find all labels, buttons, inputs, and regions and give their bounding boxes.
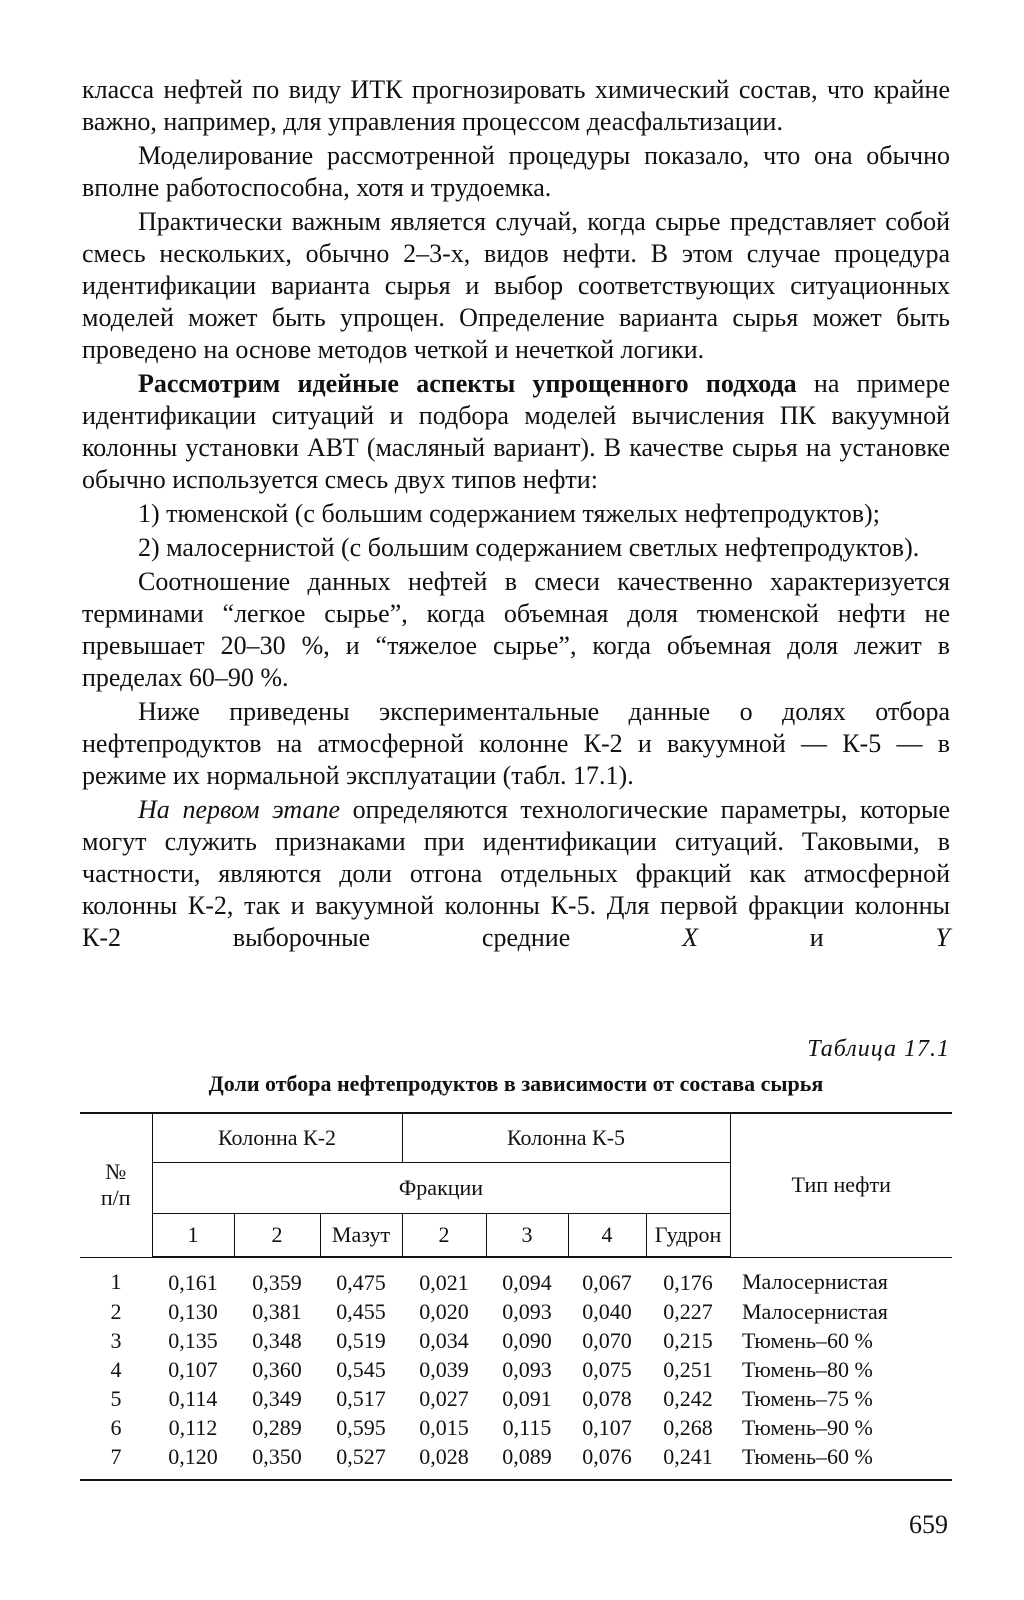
paragraph-4-text: на примере идентификации ситуаций и подбора моделей вычисления ПК вакуумной колонны установки АВТ (масляный вариант). В качестве сырья на установке обычно используется смесь двух типов нефти: — [82, 369, 950, 494]
table-cell: 0,114 — [168, 1385, 218, 1411]
table-row — [80, 1413, 952, 1442]
page-number: 659 — [909, 1510, 948, 1539]
paragraph-7 — [82, 794, 950, 954]
table-row — [80, 1384, 952, 1413]
table-cell: 0,093 — [502, 1356, 552, 1382]
table-cell: 0,595 — [336, 1414, 386, 1440]
table-cell: 0,090 — [502, 1327, 552, 1353]
table-cell: 0,227 — [663, 1298, 713, 1324]
table-cell: 0,176 — [663, 1269, 713, 1295]
header-column-k2: Колонна К-2 — [152, 1113, 402, 1163]
header-sub-k2-mazut: Мазут — [320, 1214, 402, 1258]
paragraph-7-text: определяются технологические параметры, которые могут служить признаками при идентификации ситуаций. Таковыми, в частности, являются доли отгона отдельных фракций как атмосферной колонны К-2, так и вакуумной колонны К-5. Для первой фракции колонны К-2 выборочные средние — [82, 795, 950, 952]
table-cell: 0,093 — [502, 1298, 552, 1324]
paragraph-6: Ниже приведены экспериментальные данные о долях отбора нефтепродуктов на атмосферной колонне К-2 и вакуумной — К-5 — в режиме их нормальной эксплуатации (табл. 17.1). — [82, 697, 950, 790]
paragraph-2: Моделирование рассмотренной процедуры показало, что она обычно вполне работоспособна, хотя и трудоемка. — [82, 141, 950, 202]
table-cell: 0,089 — [486, 1442, 568, 1480]
oil-type-cell: Тюмень–60 % — [730, 1442, 952, 1480]
row-number: 1 — [110, 1269, 122, 1295]
paragraph-5: Соотношение данных нефтей в смеси качественно характеризуется терминами “легкое сырье”, когда объемная доля тюменской нефти не превышает 20–30 %, и “тяжелое сырье”, когда объемная доля лежит в пределах 60–90 %. — [82, 567, 950, 692]
oil-type-cell: Тюмень–80 % — [742, 1356, 873, 1382]
table-cell: 0,527 — [320, 1442, 402, 1480]
table-cell: 0,348 — [252, 1327, 302, 1353]
table-cell: 0,517 — [336, 1385, 386, 1411]
header-number: № п/п — [80, 1113, 152, 1257]
table-cell: 0,251 — [663, 1356, 713, 1382]
list-item-1: 1) тюменской (с большим содержанием тяжелых нефтепродуктов); — [138, 499, 880, 528]
header-sub-k5-gudron: Гудрон — [646, 1214, 730, 1258]
table-body — [80, 1257, 952, 1480]
table-cell: 0,027 — [419, 1385, 469, 1411]
variable-y: Y — [935, 923, 950, 952]
table-cell: 0,455 — [336, 1298, 386, 1324]
paragraph-7-and: и — [697, 923, 936, 952]
table-row — [80, 1326, 952, 1355]
table-cell: 0,075 — [582, 1356, 632, 1382]
table-cell: 0,268 — [663, 1414, 713, 1440]
oil-type-cell: Малосернистая — [742, 1269, 888, 1295]
row-number: 7 — [80, 1442, 152, 1480]
table-cell: 0,070 — [582, 1327, 632, 1353]
table-cell: 0,076 — [568, 1442, 646, 1480]
table-cell: 0,289 — [252, 1414, 302, 1440]
table-title: Доли отбора нефтепродуктов в зависимости от состава сырья — [208, 1071, 824, 1096]
table-cell: 0,519 — [336, 1327, 386, 1353]
table-cell: 0,359 — [252, 1269, 302, 1295]
table-cell: 0,115 — [502, 1414, 552, 1440]
table-cell: 0,381 — [252, 1298, 302, 1324]
table-cell: 0,034 — [419, 1327, 469, 1353]
header-sub-k5-4: 4 — [568, 1214, 646, 1258]
table-row — [80, 1355, 952, 1384]
table-cell: 0,020 — [419, 1298, 469, 1324]
table-cell: 0,078 — [582, 1385, 632, 1411]
row-number: 5 — [110, 1385, 122, 1411]
paragraph-4 — [82, 368, 950, 496]
variable-x: X — [682, 923, 698, 952]
table-cell: 0,107 — [168, 1356, 218, 1382]
table-row — [80, 1442, 952, 1480]
oil-type-cell: Тюмень–75 % — [742, 1385, 873, 1411]
table-cell: 0,242 — [663, 1385, 713, 1411]
header-sub-k5-3: 3 — [486, 1214, 568, 1258]
table-cell: 0,161 — [168, 1269, 218, 1295]
paragraph-4-bold: Рассмотрим идейные аспекты упрощенного подхода — [138, 369, 797, 398]
header-fractions: Фракции — [152, 1163, 730, 1214]
page-body — [82, 74, 950, 954]
table-cell: 0,067 — [582, 1269, 632, 1295]
table-cell: 0,015 — [419, 1414, 469, 1440]
table-caption: Таблица 17.1 — [807, 1036, 950, 1062]
paragraph-7-italic: На первом этапе — [138, 795, 340, 824]
row-number: 6 — [110, 1414, 122, 1440]
header-column-k5: Колонна К-5 — [402, 1113, 730, 1163]
header-sub-k5-2: 2 — [402, 1214, 486, 1258]
data-table — [80, 1112, 952, 1481]
table-cell: 0,360 — [252, 1356, 302, 1382]
table-cell: 0,091 — [502, 1385, 552, 1411]
row-number: 3 — [110, 1327, 122, 1353]
table-row — [80, 1257, 952, 1297]
table-cell: 0,028 — [402, 1442, 486, 1480]
table-cell: 0,349 — [252, 1385, 302, 1411]
list-item-2: 2) малосернистой (с большим содержанием светлых нефтепродуктов). — [138, 533, 920, 562]
table-cell: 0,475 — [336, 1269, 386, 1295]
table-cell: 0,350 — [234, 1442, 320, 1480]
table-cell: 0,039 — [419, 1356, 469, 1382]
table-cell: 0,130 — [168, 1298, 218, 1324]
row-number: 2 — [110, 1298, 122, 1324]
header-sub-k2-1: 1 — [152, 1214, 234, 1258]
table-cell: 0,107 — [582, 1414, 632, 1440]
table-cell: 0,215 — [663, 1327, 713, 1353]
header-oil-type: Тип нефти — [730, 1113, 952, 1257]
table-cell: 0,094 — [502, 1269, 552, 1295]
paragraph-3: Практически важным является случай, когда сырье представляет собой смесь нескольких, обычно 2–3-х, видов нефти. В этом случае процедура идентификации варианта сырья и выбор соответствующих ситуационных моделей может быть упрощен. Определение варианта сырья может быть проведено на основе методов четкой и нечеткой логики. — [82, 207, 950, 364]
table-cell: 0,120 — [152, 1442, 234, 1480]
table-cell: 0,021 — [419, 1269, 469, 1295]
paragraph-1: класса нефтей по виду ИТК прогнозировать химический состав, что крайне важно, например, для управления процессом деасфальтизации. — [82, 75, 950, 136]
table-cell: 0,135 — [168, 1327, 218, 1353]
oil-type-cell: Малосернистая — [742, 1298, 888, 1324]
table-cell: 0,112 — [168, 1414, 218, 1440]
table-row — [80, 1297, 952, 1326]
oil-type-cell: Тюмень–60 % — [742, 1327, 873, 1353]
table-cell: 0,040 — [582, 1298, 632, 1324]
table-cell: 0,545 — [336, 1356, 386, 1382]
header-sub-k2-2: 2 — [234, 1214, 320, 1258]
table-cell: 0,241 — [646, 1442, 730, 1480]
row-number: 4 — [110, 1356, 122, 1382]
oil-type-cell: Тюмень–90 % — [742, 1414, 873, 1440]
